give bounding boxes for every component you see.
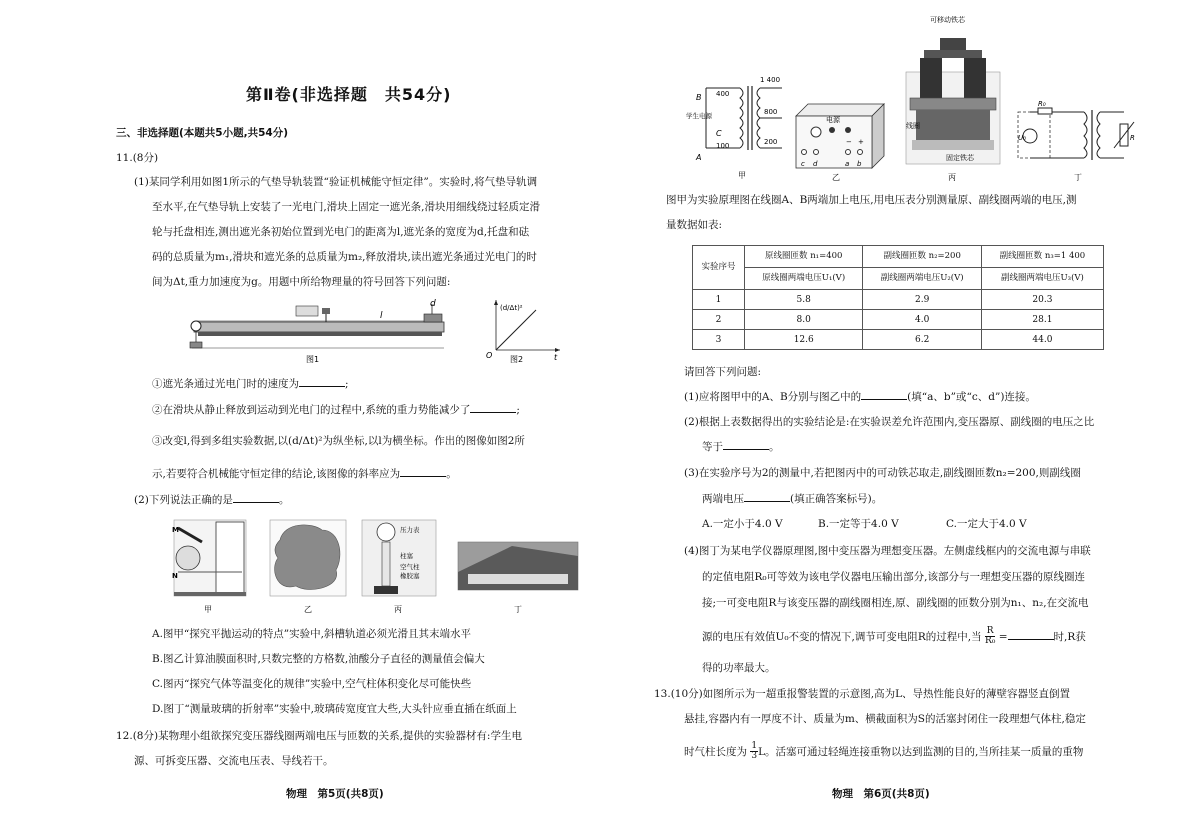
fig-label-100: 100 xyxy=(716,142,730,150)
photo-label-piston: 柱塞 xyxy=(400,552,413,560)
fig-label-power: 电源 xyxy=(826,116,840,124)
photo-caption: 乙 xyxy=(304,605,312,614)
intro-line: 量数据如表: xyxy=(666,219,723,231)
table-header-cell: 副线圈匝数 n₃=1 400 xyxy=(981,246,1103,268)
right-page xyxy=(600,0,1200,838)
q12-4-end: 得的功率最大。 xyxy=(702,662,776,674)
answer-blank[interactable] xyxy=(861,389,907,400)
q12-2: (2)根据上表数据得出的实验结论是:在实验误差允许范围内,变压器原、副线圈的电压之比 xyxy=(684,416,1095,428)
fig2-caption: 图2 xyxy=(510,355,524,364)
fig-label-400: 400 xyxy=(716,90,730,98)
q12-4-line-frac: 源的电压有效值U₀不变的情况下,调节可变电阻R的过程中,当 $\frac{R}{\text{R₀}}$ = 时,R获 xyxy=(702,626,1086,647)
q12-3: (3)在实验序号为2的测量中,若把图丙中的可动铁芯取走,副线圈匝数n₂=200,则副线圈 xyxy=(684,467,1081,479)
table-cell: 20.3 xyxy=(981,290,1103,310)
table-cell: 3 xyxy=(693,330,745,350)
table-header-cell: 副线圈两端电压U₂(V) xyxy=(863,268,981,290)
table-cell: 1 xyxy=(693,290,745,310)
answer-blank[interactable] xyxy=(470,402,516,413)
table-cell: 6.2 xyxy=(863,330,981,350)
fig2-label-o: O xyxy=(486,351,493,360)
table-cell: 5.8 xyxy=(745,290,863,310)
q11-p1-line: 间为Δt,重力加速度为g。用题中所给物理量的符号回答下列问题: xyxy=(152,276,451,288)
fig-label-r: R xyxy=(1130,134,1135,142)
q11-p1-line: 至水平,在气垫导轨上安装了一光电门,滑块上固定一遮光条,滑块用细线绕过轻质定滑 xyxy=(152,201,541,213)
answer-blank[interactable] xyxy=(400,466,446,477)
table-header-cell: 副线圈两端电压U₃(V) xyxy=(981,268,1103,290)
fig-label-plus: + xyxy=(858,138,864,146)
answer-blank[interactable] xyxy=(299,376,345,387)
photo-label-air: 空气柱 xyxy=(400,563,420,571)
table-header-row xyxy=(693,246,1104,268)
table-cell: 44.0 xyxy=(981,330,1103,350)
section-heading: 三、非选择题(本题共5小题,共54分) xyxy=(116,127,289,139)
photo-caption: 丁 xyxy=(514,605,522,614)
experiment-photos xyxy=(172,516,584,616)
page-footer: 物理 第6页(共8页) xyxy=(832,788,930,800)
fig-label-u0: U₀ xyxy=(1018,134,1026,142)
q11-sub1: ①遮光条通过光电门时的速度为 ; xyxy=(152,378,349,390)
table-header-cell: 副线圈匝数 n₂=200 xyxy=(863,246,981,268)
q12-1: (1)应将图甲中的A、B分别与图乙中的 (填“a、b”或“c、d”)连接。 xyxy=(684,391,1036,403)
fig-label-1400: 1 400 xyxy=(760,76,781,84)
fig-label-r0: R₀ xyxy=(1038,100,1046,108)
fig-label-minus: − xyxy=(846,138,852,146)
photo-label-rubber: 橡胶塞 xyxy=(400,572,420,580)
q13-line: 13.(10分)如图所示为一超重报警装置的示意图,高为L、导热性能良好的薄壁容器竖直倒置 xyxy=(654,688,1071,700)
answer-blank[interactable] xyxy=(1008,629,1054,640)
fig-caption: 丁 xyxy=(1074,173,1082,182)
photo-label-gauge: 压力表 xyxy=(400,526,420,534)
q11-option-d: D.图丁“测量玻璃的折射率”实验中,玻璃砖宽度宜大些,大头针应垂直插在纸面上 xyxy=(152,703,517,715)
table-cell: 28.1 xyxy=(981,310,1103,330)
graph-figure xyxy=(476,298,566,364)
q11-sub3-cont: 示,若要符合机械能守恒定律的结论,该图像的斜率应为 。 xyxy=(152,468,457,480)
q11-p1-line: 码的总质量为m₁,滑块和遮光条的总质量为m₂,释放滑块,读出遮光条通过光电门的时 xyxy=(152,251,537,263)
q11-p1-line: (1)某同学利用如图1所示的气垫导轨装置“验证机械能守恒定律”。实验时,将气垫导轨调 xyxy=(134,176,538,188)
air-track-figure xyxy=(184,298,456,364)
q12-3-option-b: B.一定等于4.0 V xyxy=(818,518,899,530)
fig-label-800: 800 xyxy=(764,108,778,116)
transformer-figures xyxy=(684,8,1144,186)
fig-label-c: C xyxy=(716,129,722,138)
fig1-label-d: d xyxy=(430,299,436,309)
q12-4-line: (4)图丁为某电学仪器原理图,图中变压器为理想变压器。左侧虚线框内的交流电源与串联 xyxy=(684,545,1091,557)
q13-line: 悬挂,容器内有一厚度不计、质量为m、横截面积为S的活塞封闭住一段理想气体柱,稳定 xyxy=(684,713,1086,725)
table-row xyxy=(693,310,1104,330)
q11-p1-line: 轮与托盘相连,测出遮光条初始位置到光电门的距离为l,遮光条的宽度为d,托盘和砝 xyxy=(152,226,530,238)
q12-line: 源、可拆变压器、交流电压表、导线若干。 xyxy=(134,755,334,767)
photo-label-n: N xyxy=(172,572,178,580)
q12-2-cont: 等于 。 xyxy=(702,441,780,453)
q12-3-option-c: C.一定大于4.0 V xyxy=(946,518,1027,530)
q11-sub2: ②在滑块从静止释放到运动到光电门的过程中,系统的重力势能减少了 ; xyxy=(152,404,520,416)
photo-caption: 丙 xyxy=(394,605,402,614)
table-row xyxy=(693,290,1104,310)
q12-line: 12.(8分)某物理小组欲探究变压器线圈两端电压与匝数的关系,提供的实验器材有:学生电 xyxy=(116,730,522,742)
fig-label-supply: 学生电源 xyxy=(686,112,712,120)
fig1-label-l: l xyxy=(380,311,383,321)
fig-terminal-c: c xyxy=(801,160,805,168)
table-header-cell: 原线圈匝数 n₁=400 xyxy=(745,246,863,268)
fig-terminal-a: a xyxy=(845,160,850,168)
fig-label-coil: 线圈 xyxy=(906,122,920,130)
sub3-fraction: (d/Δt)² xyxy=(288,435,323,447)
q11-sub3: ③改变l,得到多组实验数据,以(d/Δt)²为纵坐标,以l为横坐标。作出的图像如图2所 xyxy=(152,435,525,447)
fig2-label-t: t xyxy=(554,353,558,362)
fig-label-a: A xyxy=(696,153,702,162)
table-header-cell: 原线圈两端电压U₁(V) xyxy=(745,268,863,290)
q4-fraction: $\frac{R}{\text{R₀}}$ xyxy=(984,626,996,647)
table-cell: 2 xyxy=(693,310,745,330)
table-cell: 8.0 xyxy=(745,310,863,330)
fig-label-b: B xyxy=(696,93,702,102)
q13-line-frac: 时气柱长度为 $\frac{1}{3}$ L。活塞可通过轻绳连接重物以达到监测的目的,当所挂某一质量的重物 xyxy=(684,741,1084,762)
q11-option-b: B.图乙计算油膜面积时,只数完整的方格数,油酸分子直径的测量值会偏大 xyxy=(152,653,485,665)
q11-option-c: C.图丙“探究气体等温变化的规律”实验中,空气柱体积变化尽可能快些 xyxy=(152,678,472,690)
q11-heading: 11.(8分) xyxy=(116,152,159,164)
table-cell: 4.0 xyxy=(863,310,981,330)
page-footer: 物理 第5页(共8页) xyxy=(286,788,384,800)
fig-caption: 乙 xyxy=(832,173,840,182)
fig-label-fixed: 固定铁芯 xyxy=(946,154,974,162)
q12-3-option-a: A.一定小于4.0 V xyxy=(702,518,783,530)
q12-4-line: 接;一可变电阻R与该变压器的副线圈相连,原、副线圈的匝数分别为n₁、n₂,在交流电 xyxy=(702,597,1089,609)
fig-label-200: 200 xyxy=(764,138,778,146)
ask-line: 请回答下列问题: xyxy=(684,366,762,378)
intro-line: 图甲为实验原理图在线圈A、B两端加上电压,用电压表分别测量原、副线圈两端的电压,测 xyxy=(666,194,1077,206)
table-row xyxy=(693,330,1104,350)
fig2-y-label: (d/Δt)² xyxy=(500,304,523,312)
fig-label-movable: 可移动铁芯 xyxy=(930,16,965,24)
table-cell: 2.9 xyxy=(863,290,981,310)
q11-option-a: A.图甲“探究平抛运动的特点”实验中,斜槽轨道必须光滑且其末端水平 xyxy=(152,628,471,640)
fig-caption: 甲 xyxy=(738,171,746,180)
table-header-row xyxy=(693,268,1104,290)
answer-blank[interactable] xyxy=(233,492,279,503)
table-header-index: 实验序号 xyxy=(693,246,745,290)
section-title: 第Ⅱ卷(非选择题 共54分) xyxy=(246,85,452,104)
photo-label-m: M xyxy=(172,526,179,534)
q12-3-cont: 两端电压 (填正确答案标号)。 xyxy=(702,493,883,505)
fig-terminal-b: b xyxy=(857,160,862,168)
q11-p2: (2)下列说法正确的是 。 xyxy=(134,494,290,506)
table-cell: 12.6 xyxy=(745,330,863,350)
data-table xyxy=(692,245,1104,350)
fig-caption: 丙 xyxy=(948,173,956,182)
fig-terminal-d: d xyxy=(813,160,818,168)
fig1-caption: 图1 xyxy=(306,355,320,364)
q12-4-line: 的定值电阻R₀可等效为该电学仪器电压输出部分,该部分与一理想变压器的原线圈连 xyxy=(702,571,1085,583)
answer-blank[interactable] xyxy=(723,439,769,450)
photo-caption: 甲 xyxy=(204,605,212,614)
answer-blank[interactable] xyxy=(744,491,790,502)
q13-fraction: $\frac{1}{3}$ xyxy=(751,741,758,762)
